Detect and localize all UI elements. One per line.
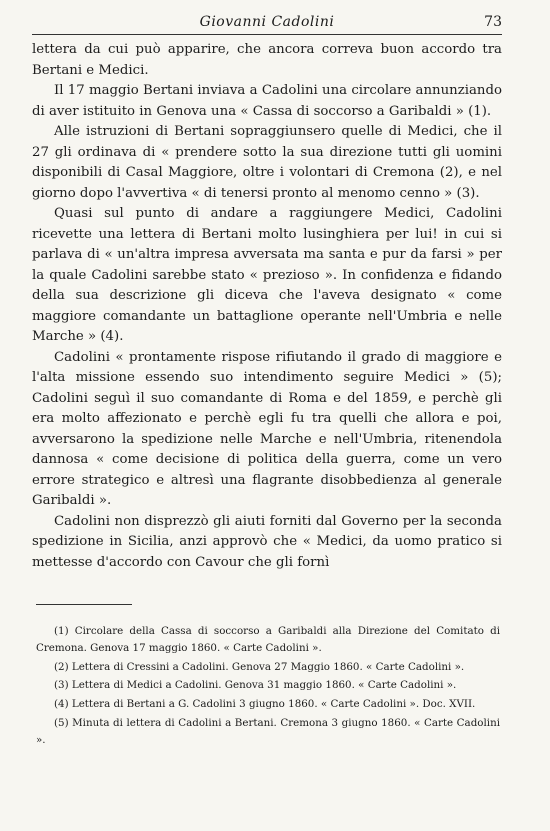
footnote-5: (5) Minuta di lettera di Cadolini a Bertani. Cremona 3 giugno 1860. « Carte Cadolini ». bbox=[36, 716, 500, 746]
paragraph-6: Cadolini non disprezzò gli aiuti forniti dal Governo per la seconda spedizione in Sicilia, anzi approvò che « Medici, da uomo pratico si mettesse d'accordo con Cavour che gli fornì bbox=[32, 513, 502, 570]
paragraph-5: Cadolini « prontamente rispose rifiutando il grado di maggiore e l'alta missione essendo suo intendimento seguire Medici » (5); Cadolini seguì il suo comandante di Roma e del 1859, e perchè gli era molto affezionato e perchè egli fu tra quelli che allora e poi, avversarono la spedizione nelle Marche e nell'Umbria, ritenendola dannosa « come decisione di politica della guerra, come un vero errore strategico e altresì una flagrante disobbedienza al generale Garibaldi ». bbox=[32, 349, 502, 508]
footnote-2: (2) Lettera di Cressini a Cadolini. Genova 27 Maggio 1860. « Carte Cadolini ». bbox=[54, 660, 465, 673]
footnote-3: (3) Lettera di Medici a Cadolini. Genova 31 maggio 1860. « Carte Cadolini ». bbox=[54, 679, 457, 692]
footnote-1: (1) Circolare della Cassa di soccorso a Garibaldi alla Direzione del Comitato di Cremona. Genova 17 maggio 1860. « Carte Cadolini ». bbox=[36, 625, 500, 654]
paragraph-3: Alle istruzioni di Bertani sopraggiunsero quelle di Medici, che il 27 gli ordinava di « prendere sotto la sua direzione tutti gli uomini disponibili di Casal Maggiore, oltre i volontari di Cremona (2), e nel giorno dopo l'avvertiva « di tenersi pronto al menomo cenno » (3). bbox=[32, 124, 502, 201]
paragraph-2: Il 17 maggio Bertani inviava a Cadolini una circolare annunziando di aver istituito in Genova una « Cassa di soccorso a Garibaldi » (1). bbox=[32, 83, 502, 119]
footnote-separator bbox=[36, 604, 132, 605]
paragraph-4: Quasi sul punto di andare a raggiungere Medici, Cadolini ricevette una lettera di Bertani molto lusinghiera per lui! in cui si parlava di « un'altra impresa avversata ma santa e pur da farsi » per la quale Cadolini sarebbe stato « prezioso ». In confidenza e fidando della sua descrizione gli diceva che l'aveva designato « come maggiore comandante un battaglione operante nell'Umbria e nelle Marche » (4). bbox=[32, 206, 502, 344]
page-header bbox=[32, 12, 502, 35]
running-title: Giovanni Cadolini bbox=[199, 14, 335, 30]
main-text bbox=[32, 40, 502, 573]
footnotes bbox=[36, 623, 500, 751]
footnote-4: (4) Lettera di Bertani a G. Cadolini 3 giugno 1860. « Carte Cadolini ». Doc. XVII. bbox=[54, 698, 476, 711]
paragraph-1: lettera da cui può apparire, che ancora correva buon accordo tra Bertani e Medici. bbox=[32, 42, 502, 78]
page-number: 73 bbox=[484, 14, 502, 30]
